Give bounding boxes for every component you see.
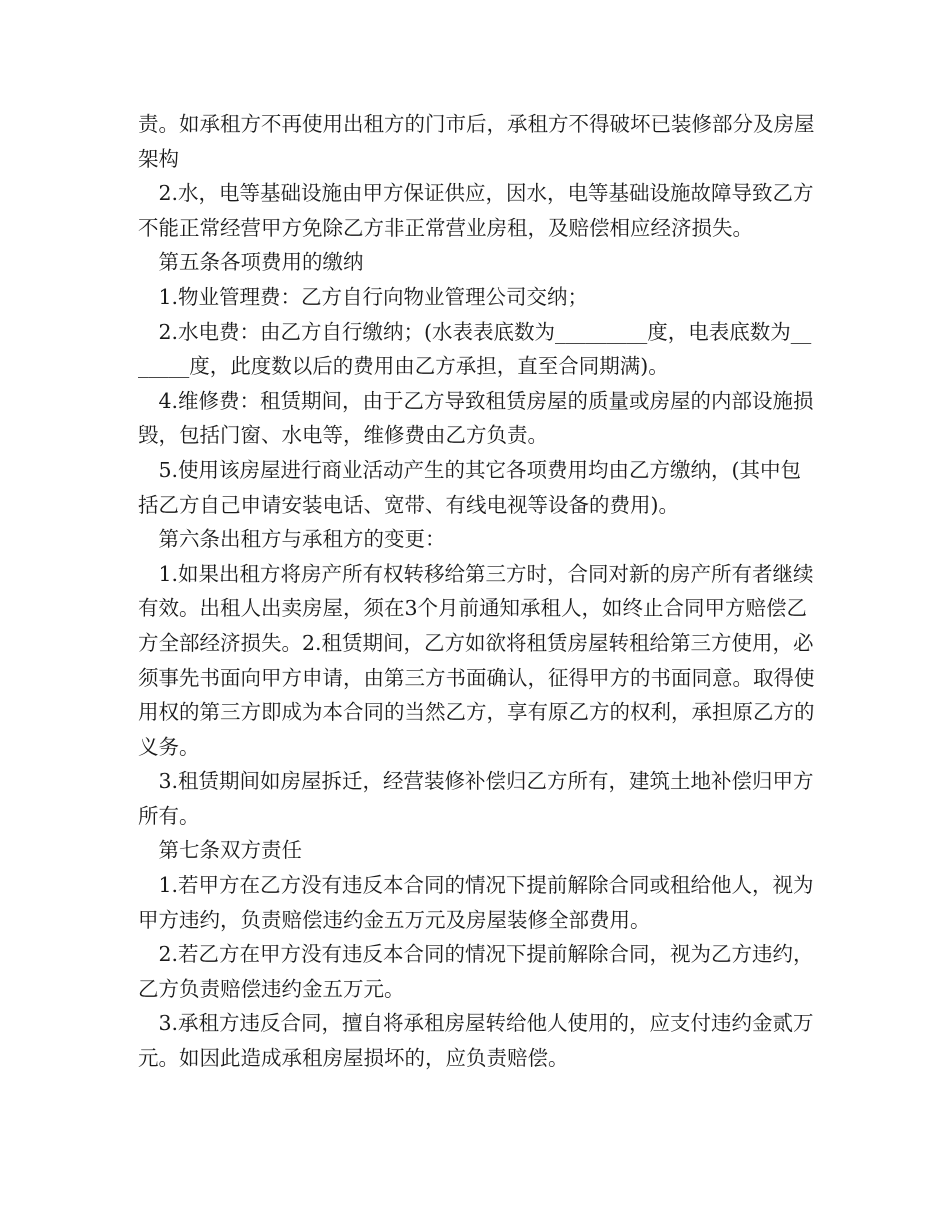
paragraph-2: 2.水，电等基础设施由甲方保证供应，因水，电等基础设施故障导致乙方不能正常经营甲方免除乙方非正常营业房租，及赔偿相应经济损失。 [138, 181, 814, 240]
paragraph-10: 3.租赁期间如房屋拆迁，经营装修补偿归乙方所有，建筑土地补偿归甲方所有。 [138, 769, 814, 828]
document-body [138, 107, 818, 1076]
paragraph-9: 1.如果出租方将房产所有权转移给第三方时，合同对新的房产所有者继续有效。出租人出卖房屋，须在3个月前通知承租人，如终止合同甲方赔偿乙方全部经济损失。2.租赁期间，乙方如欲将租赁房屋转租给第三方使用，必须事先书面向甲方申请，由第三方书面确认，征得甲方的书面同意。取得使用权的第三方即成为本合同的当然乙方，享有原乙方的权利，承担原乙方的义务。 [138, 561, 815, 759]
paragraph-6: 4.维修费：租赁期间，由于乙方导致租赁房屋的质量或房屋的内部设施损毁，包括门窗、水电等，维修费由乙方负责。 [138, 388, 814, 448]
paragraph-12: 1.若甲方在乙方没有违反本合同的情况下提前解除合同或租给他人，视为甲方违约，负责赔偿违约金五万元及房屋装修全部费用。 [138, 873, 814, 932]
section-heading-article-7: 第七条双方责任 [158, 838, 302, 863]
paragraph-1: 责。如承租方不再使用出租方的门市后，承租方不得破坏已装修部分及房屋架构 [138, 112, 815, 171]
section-heading-article-6: 第六条出租方与承租方的变更： [158, 527, 446, 552]
section-heading-article-5: 第五条各项费用的缴纳 [158, 250, 364, 275]
paragraph-7: 5.使用该房屋进行商业活动产生的其它各项费用均由乙方缴纳，(其中包括乙方自己申请安装电话、宽带、有线电视等设备的费用)。 [138, 457, 802, 517]
paragraph-4: 1.物业管理费：乙方自行向物业管理公司交纳； [158, 284, 589, 309]
paragraph-13: 2.若乙方在甲方没有违反本合同的情况下提前解除合同，视为乙方违约，乙方负责赔偿违约金五万元。 [138, 942, 814, 1001]
paragraph-14: 3.承租方违反合同，擅自将承租房屋转给他人使用的，应支付违约金贰万元。如因此造成承租房屋损坏的，应负责赔偿。 [138, 1011, 814, 1071]
paragraph-5: 2.水电费：由乙方自行缴纳；(水表表底数为_________度，电表底数为_______度，此度数以后的费用由乙方承担，直至合同期满)。 [138, 319, 812, 379]
